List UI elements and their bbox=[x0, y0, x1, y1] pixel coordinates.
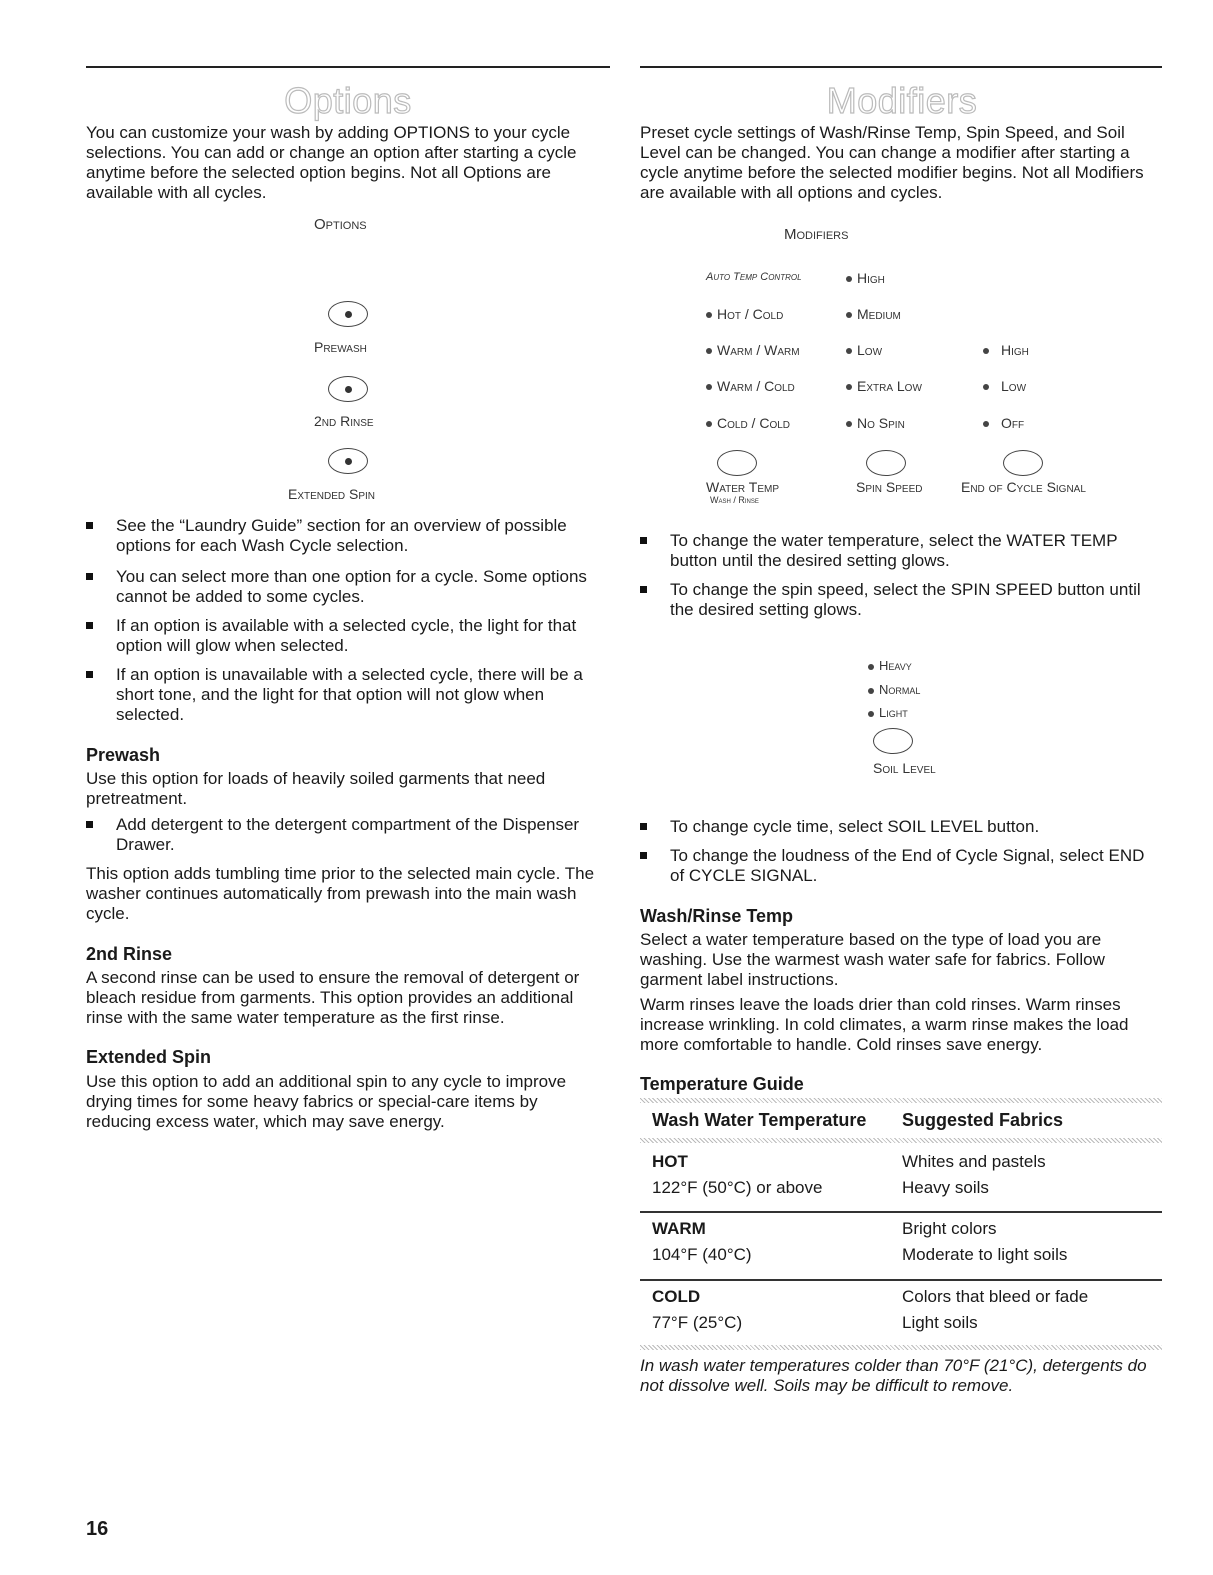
row-divider bbox=[640, 1279, 1162, 1281]
options-panel-label: Options bbox=[314, 216, 367, 233]
section-rule bbox=[640, 66, 1162, 68]
indicator-light-icon bbox=[846, 421, 852, 427]
second-rinse-text: A second rinse can be used to ensure the removal of detergent or bleach residue from garments. This option provides an additional rinse with the same water temperature as the first rinse. bbox=[86, 968, 580, 1027]
temperature-guide-heading: Temperature Guide bbox=[640, 1074, 804, 1094]
temp-value: 122°F (50°C) or above bbox=[652, 1178, 823, 1197]
spin-speed-setting: Extra Low bbox=[846, 378, 922, 394]
soil-level-button-icon bbox=[873, 728, 913, 754]
table-header-temperature: Wash Water Temperature bbox=[652, 1110, 867, 1130]
end-of-cycle-signal-button-label: End of Cycle Signal bbox=[961, 479, 1086, 495]
fabric-2: Moderate to light soils bbox=[902, 1245, 1068, 1264]
soil-level-setting: Light bbox=[868, 705, 908, 720]
prewash-bullet: Add detergent to the detergent compartment of the Dispenser Drawer. bbox=[86, 815, 606, 857]
spin-speed-button-icon bbox=[866, 450, 906, 476]
water-temp-setting: Warm / Warm bbox=[706, 342, 800, 358]
spin-speed-setting: High bbox=[846, 270, 885, 286]
temp-value: 104°F (40°C) bbox=[652, 1245, 752, 1264]
modifiers-bullet: To change the spin speed, select the SPIN SPEED button until the desired setting glows. bbox=[640, 580, 1162, 622]
table-header-border bbox=[640, 1138, 1162, 1143]
options-column bbox=[86, 0, 610, 1575]
indicator-light-icon bbox=[983, 421, 989, 427]
options-bullet: See the “Laundry Guide” section for an overview of possible options for each Wash Cycle selection. bbox=[86, 516, 606, 558]
indicator-light-icon bbox=[846, 276, 852, 282]
indicator-light-icon bbox=[846, 384, 852, 390]
spin-speed-setting: Medium bbox=[846, 306, 901, 322]
extended-spin-heading: Extended Spin bbox=[86, 1047, 212, 1067]
fabric-1: Colors that bleed or fade bbox=[902, 1287, 1089, 1306]
signal-setting: High bbox=[983, 342, 1029, 358]
second-rinse-button-icon bbox=[328, 376, 368, 402]
spin-speed-setting: No Spin bbox=[846, 415, 905, 431]
modifiers-panel-label: Modifiers bbox=[784, 226, 849, 243]
indicator-light-icon bbox=[983, 384, 989, 390]
fabric-1: Whites and pastels bbox=[902, 1152, 1046, 1171]
second-rinse-heading: 2nd Rinse bbox=[86, 944, 173, 964]
indicator-light-icon bbox=[706, 312, 712, 318]
water-temp-button-label: Water Temp bbox=[706, 479, 779, 495]
table-bottom-border bbox=[640, 1345, 1162, 1350]
indicator-light-icon bbox=[706, 348, 712, 354]
modifiers-bullet: To change the loudness of the End of Cycle Signal, select END of CYCLE SIGNAL. bbox=[640, 846, 1162, 888]
row-divider bbox=[640, 1211, 1162, 1213]
fabric-2: Heavy soils bbox=[902, 1178, 989, 1197]
indicator-light-icon bbox=[706, 421, 712, 427]
spin-speed-setting: Low bbox=[846, 342, 882, 358]
water-temp-setting: Warm / Cold bbox=[706, 378, 795, 394]
water-temp-button-icon bbox=[717, 450, 757, 476]
water-temp-setting: Cold / Cold bbox=[706, 415, 790, 431]
signal-setting: Off bbox=[983, 415, 1024, 431]
modifiers-bullet: To change the water temperature, select the WATER TEMP button until the desired setting glows. bbox=[640, 531, 1162, 573]
auto-temp-control-label: Auto Temp Control bbox=[706, 271, 802, 283]
prewash-text-2: This option adds tumbling time prior to the selected main cycle. The washer continues automatically from prewash into the main wash cycle. bbox=[86, 864, 595, 923]
end-of-cycle-signal-button-icon bbox=[1003, 450, 1043, 476]
water-temp-setting: Hot / Cold bbox=[706, 306, 783, 322]
temp-value: 77°F (25°C) bbox=[652, 1313, 743, 1332]
options-bullet: You can select more than one option for a cycle. Some options cannot be added to some cycles. bbox=[86, 567, 606, 609]
indicator-light-icon bbox=[706, 384, 712, 390]
modifiers-intro: Preset cycle settings of Wash/Rinse Temp, Spin Speed, and Soil Level can be changed. You can change a modifier after starting a cycle anytime before the selected modifier begins. Not all Modifiers are available with all options and cycles. bbox=[640, 123, 1144, 202]
temperature-note: In wash water temperatures colder than 70°F (21°C), detergents do not dissolve well. Soils may be difficult to remove. bbox=[640, 1356, 1147, 1395]
prewash-button-label: Prewash bbox=[314, 339, 367, 355]
modifiers-bullet: To change cycle time, select SOIL LEVEL button. bbox=[640, 817, 1162, 839]
table-header-fabrics: Suggested Fabrics bbox=[902, 1110, 1064, 1130]
extended-spin-button-label: Extended Spin bbox=[288, 486, 376, 502]
signal-setting: Low bbox=[983, 378, 1026, 394]
prewash-text: Use this option for loads of heavily soiled garments that need pretreatment. bbox=[86, 769, 546, 808]
options-bullet: If an option is available with a selected cycle, the light for that option will glow when selected. bbox=[86, 616, 606, 658]
table-top-border bbox=[640, 1098, 1162, 1103]
options-title: Options bbox=[284, 80, 412, 121]
wash-rinse-sublabel: Wash / Rinse bbox=[710, 495, 759, 505]
options-intro: You can customize your wash by adding OPTIONS to your cycle selections. You can add or change an option after starting a cycle anytime before the selected option begins. Not all Options are available with all cycles. bbox=[86, 123, 577, 202]
soil-level-setting: Heavy bbox=[868, 658, 912, 673]
page-number: 16 bbox=[86, 1518, 109, 1540]
section-rule bbox=[86, 66, 610, 68]
spin-speed-button-label: Spin Speed bbox=[856, 479, 923, 495]
wash-rinse-text-1: Select a water temperature based on the type of load you are washing. Use the warmest wash water safe for fabrics. Follow garment label instructions. bbox=[640, 930, 1105, 989]
wash-rinse-temp-heading: Wash/Rinse Temp bbox=[640, 906, 794, 926]
extended-spin-button-icon bbox=[328, 448, 368, 474]
extended-spin-text: Use this option to add an additional spin to any cycle to improve drying times for some heavy fabrics or special-care items by reducing excess water, which may save energy. bbox=[86, 1072, 567, 1131]
prewash-heading: Prewash bbox=[86, 745, 161, 765]
options-bullet: If an option is unavailable with a selected cycle, there will be a short tone, and the light for that option will not glow when selected. bbox=[86, 665, 606, 727]
modifiers-column bbox=[640, 0, 1164, 1575]
modifiers-title: Modifiers bbox=[826, 80, 978, 121]
indicator-light-icon bbox=[846, 312, 852, 318]
indicator-light-icon bbox=[983, 348, 989, 354]
indicator-light-icon bbox=[846, 348, 852, 354]
prewash-button-icon bbox=[328, 301, 368, 327]
second-rinse-button-label: 2nd Rinse bbox=[314, 413, 374, 429]
fabric-1: Bright colors bbox=[902, 1219, 997, 1238]
temp-name: WARM bbox=[652, 1219, 706, 1238]
fabric-2: Light soils bbox=[902, 1313, 978, 1332]
indicator-light-icon bbox=[868, 664, 874, 670]
soil-level-setting: Normal bbox=[868, 682, 920, 697]
soil-level-button-label: Soil Level bbox=[873, 760, 936, 776]
temp-name: COLD bbox=[652, 1287, 701, 1306]
indicator-light-icon bbox=[868, 688, 874, 694]
indicator-light-icon bbox=[868, 711, 874, 717]
temp-name: HOT bbox=[652, 1152, 688, 1171]
wash-rinse-text-2: Warm rinses leave the loads drier than cold rinses. Warm rinses increase wrinkling. In cold climates, a warm rinse makes the load more comfortable to handle. Cold rinses save energy. bbox=[640, 995, 1129, 1054]
